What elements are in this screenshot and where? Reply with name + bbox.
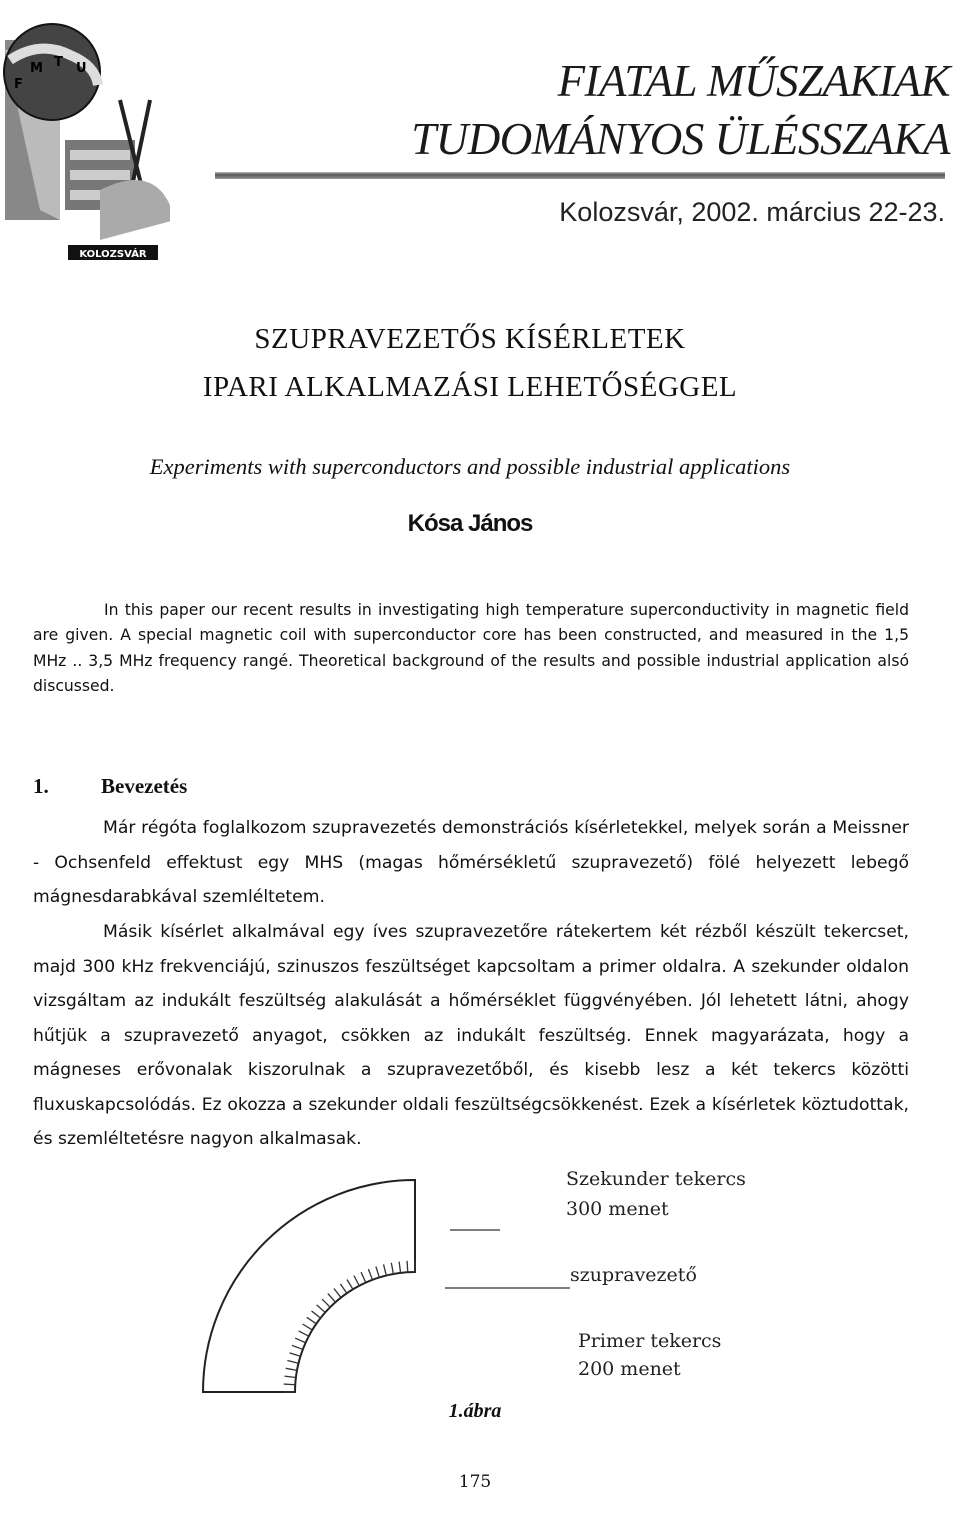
coil-winding-line — [303, 1324, 313, 1330]
coil-winding-line — [312, 1311, 321, 1318]
body-paragraph-1: Már régóta foglalkozom szupravezetés demonstrációs kísérletekkel, melyek során a Meissner - Ochsenfeld effektust egy MHS (magas hőmérsékletű szupravezető) fölé helyezett lebegő mágnesdarabkával szemléltetem. — [33, 818, 909, 907]
body-paragraph-2: Másik kísérlet alkalmával egy íves szupravezetőre rátekertem két rézből készült tekercset, majd 300 kHz frekvenciájú, szinuszos feszültséget kapcsoltam a primer oldalra. A szekunder oldalon vizsgáltam az indukált feszültség alakulását a hőmérséklet függvényében. Jól lehetett látni, ahogy hűtjük a szupravezető anyagot, csökken az indukált feszültség. Ennek magyarázata, hogy a mágneses erővonalak kiszorulnak a szupravezetőből, és kisebb lesz a két tekercs közötti fluxuskapcsolódás. Ez okozza a szekunder oldali feszültségcsökkenést. Ezek a kísérletek köztudottak, és szemléltetésre nagyon alkalmasak. — [33, 922, 909, 1149]
superconductor-arc — [203, 1180, 415, 1392]
paper-title-hungarian — [0, 315, 940, 411]
coil-winding-line — [317, 1305, 326, 1313]
coil-winding-line — [334, 1289, 341, 1298]
coil-winding-line — [307, 1317, 316, 1323]
svg-text:F: F — [14, 77, 23, 92]
coil-winding-line — [284, 1384, 295, 1385]
page-number: 175 — [458, 1472, 492, 1492]
coil-winding-line — [328, 1294, 336, 1303]
svg-text:U: U — [76, 61, 87, 76]
svg-text:KOLOZSVÁR: KOLOZSVÁR — [79, 249, 147, 260]
coil-winding-line — [361, 1272, 366, 1282]
conference-logo — [0, 10, 170, 260]
conference-title — [270, 52, 950, 168]
coil-winding-line — [391, 1263, 393, 1274]
author-name: Kósa János — [407, 510, 533, 537]
conference-title-line1: FIATAL MŰSZAKIAK — [557, 56, 950, 106]
label-primary-coil: Primer tekercs — [578, 1330, 722, 1352]
coil-winding-line — [292, 1345, 303, 1349]
figure-caption: 1.ábra — [448, 1400, 502, 1422]
coil-winding-line — [368, 1269, 372, 1280]
coil-winding-line — [295, 1338, 305, 1343]
header-rule — [215, 172, 945, 179]
label-primary-turns: 200 menet — [578, 1358, 681, 1380]
label-secondary-coil: Szekunder tekercs — [566, 1168, 746, 1190]
section-heading — [33, 774, 187, 799]
paper-title-line1: SZUPRAVEZETŐS KÍSÉRLETEK — [254, 323, 686, 355]
coil-winding-line — [354, 1276, 359, 1286]
svg-text:T: T — [54, 55, 63, 70]
svg-text:M: M — [30, 61, 43, 76]
coil-winding-line — [340, 1284, 346, 1293]
coil-winding-line — [407, 1261, 408, 1272]
label-superconductor: szupravezető — [570, 1264, 697, 1286]
coil-winding-line — [399, 1262, 400, 1273]
conference-date: Kolozsvár, 2002. március 22-23. — [559, 197, 945, 227]
coil-winding-line — [290, 1353, 301, 1356]
scroll-icon — [100, 180, 170, 240]
coil-winding-line — [322, 1299, 330, 1307]
label-secondary-turns: 300 menet — [566, 1198, 669, 1220]
section-title: Bevezetés — [101, 774, 188, 798]
coil-windings — [284, 1261, 415, 1392]
coil-winding-line — [285, 1376, 296, 1377]
paper-title-english: Experiments with superconductors and possible industrial applications — [149, 454, 791, 479]
coil-winding-line — [376, 1267, 379, 1278]
coil-winding-line — [384, 1264, 387, 1275]
abstract: In this paper our recent results in investigating high temperature superconductivity in magnetic field are given. A special magnetic coil with superconductor core has been constructed, and measured in the 1,5 MHz .. 3,5 MHz frequency rangé. Theoretical background of the results and possible industrial application alsó discussed. — [33, 601, 909, 695]
coil-winding-line — [347, 1280, 353, 1290]
coil-winding-line — [287, 1361, 298, 1364]
figure-1 — [200, 1160, 760, 1402]
section-number: 1. — [33, 774, 49, 798]
coil-winding-line — [299, 1331, 309, 1336]
coil-winding-line — [286, 1368, 297, 1370]
conference-title-line2: TUDOMÁNYOS ÜLÉSSZAKA — [411, 114, 950, 164]
paper-title-line2: IPARI ALKALMAZÁSI LEHETŐSÉGGEL — [202, 371, 738, 403]
